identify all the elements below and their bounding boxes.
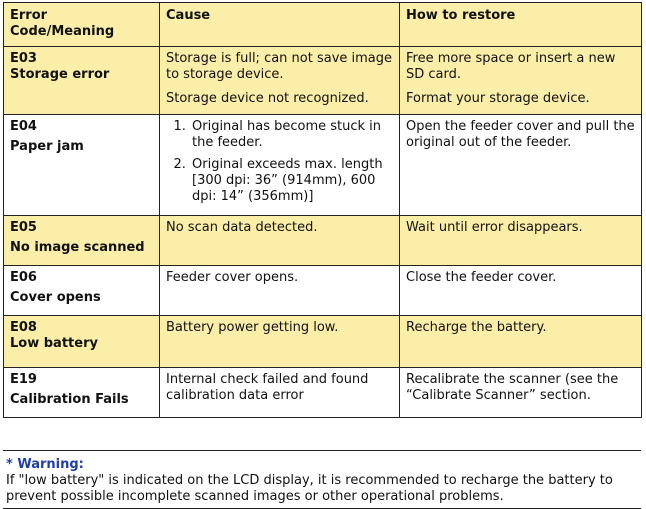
header-cause: Cause <box>160 3 400 47</box>
restore-cell <box>400 47 642 115</box>
error-meaning: Calibration Fails <box>10 392 129 407</box>
cause-text: No scan data detected. <box>166 220 318 235</box>
error-code-table <box>3 2 642 418</box>
restore-text: Close the feeder cover. <box>406 270 557 285</box>
error-code: E04 <box>10 119 37 134</box>
restore-text: Free more space or insert a new SD card. <box>406 51 616 82</box>
error-code: E19 <box>10 372 37 387</box>
error-code-cell <box>4 115 160 216</box>
restore-cell <box>400 115 642 216</box>
error-meaning: Cover opens <box>10 290 101 305</box>
table-row <box>4 115 642 216</box>
cause-list-item: 1. Original has become stuck in the feeder. <box>190 119 393 151</box>
error-code-cell <box>4 216 160 266</box>
cause-text: Battery power getting low. <box>166 320 339 335</box>
cause-text: Storage device not recognized. <box>166 91 369 106</box>
restore-text: Wait until error disappears. <box>406 220 583 235</box>
restore-cell <box>400 316 642 368</box>
cause-text: Feeder cover opens. <box>166 270 299 285</box>
restore-text: Open the feeder cover and pull the original out of the feeder. <box>406 119 635 150</box>
warning-text: If "low battery" is indicated on the LCD display, it is recommended to recharge the battery to prevent possible incomplete scanned images or other operational problems. <box>6 473 613 504</box>
cause-cell <box>160 266 400 316</box>
error-meaning: No image scanned <box>10 240 145 255</box>
header-error-code: Error Code/Meaning <box>4 3 160 47</box>
cause-text: Storage is full; can not save image to storage device. <box>166 51 393 82</box>
warning-note <box>3 450 641 509</box>
restore-cell <box>400 216 642 266</box>
table-header-row <box>4 3 642 47</box>
error-meaning: Low battery <box>10 336 98 351</box>
header-how-to-restore: How to restore <box>400 3 642 47</box>
error-code: E03 <box>10 51 37 66</box>
restore-text: Recharge the battery. <box>406 320 547 335</box>
restore-text: Format your storage device. <box>406 91 590 106</box>
table-row <box>4 266 642 316</box>
error-code-cell <box>4 316 160 368</box>
error-code: E05 <box>10 220 37 235</box>
error-meaning: Paper jam <box>10 139 84 154</box>
cause-cell <box>160 316 400 368</box>
error-code: E06 <box>10 270 37 285</box>
table-row <box>4 216 642 266</box>
restore-cell <box>400 368 642 418</box>
table-row <box>4 316 642 368</box>
error-meaning: Storage error <box>10 67 110 82</box>
cause-cell <box>160 115 400 216</box>
error-code-cell <box>4 47 160 115</box>
cause-cell <box>160 216 400 266</box>
cause-list-item: 2. Original exceeds max. length [300 dpi: 36” (914mm), 600 dpi: 14” (356mm)] <box>190 157 393 205</box>
cause-list <box>166 119 393 205</box>
cause-cell <box>160 47 400 115</box>
restore-cell <box>400 266 642 316</box>
restore-text: Recalibrate the scanner (see the “Calibrate Scanner” section. <box>406 372 619 403</box>
cause-text: Internal check failed and found calibration data error <box>166 372 369 403</box>
error-code-cell <box>4 368 160 418</box>
table-row <box>4 47 642 115</box>
cause-cell <box>160 368 400 418</box>
table-row <box>4 368 642 418</box>
warning-title: * Warning: <box>6 457 84 472</box>
error-code: E08 <box>10 320 37 335</box>
error-code-cell <box>4 266 160 316</box>
